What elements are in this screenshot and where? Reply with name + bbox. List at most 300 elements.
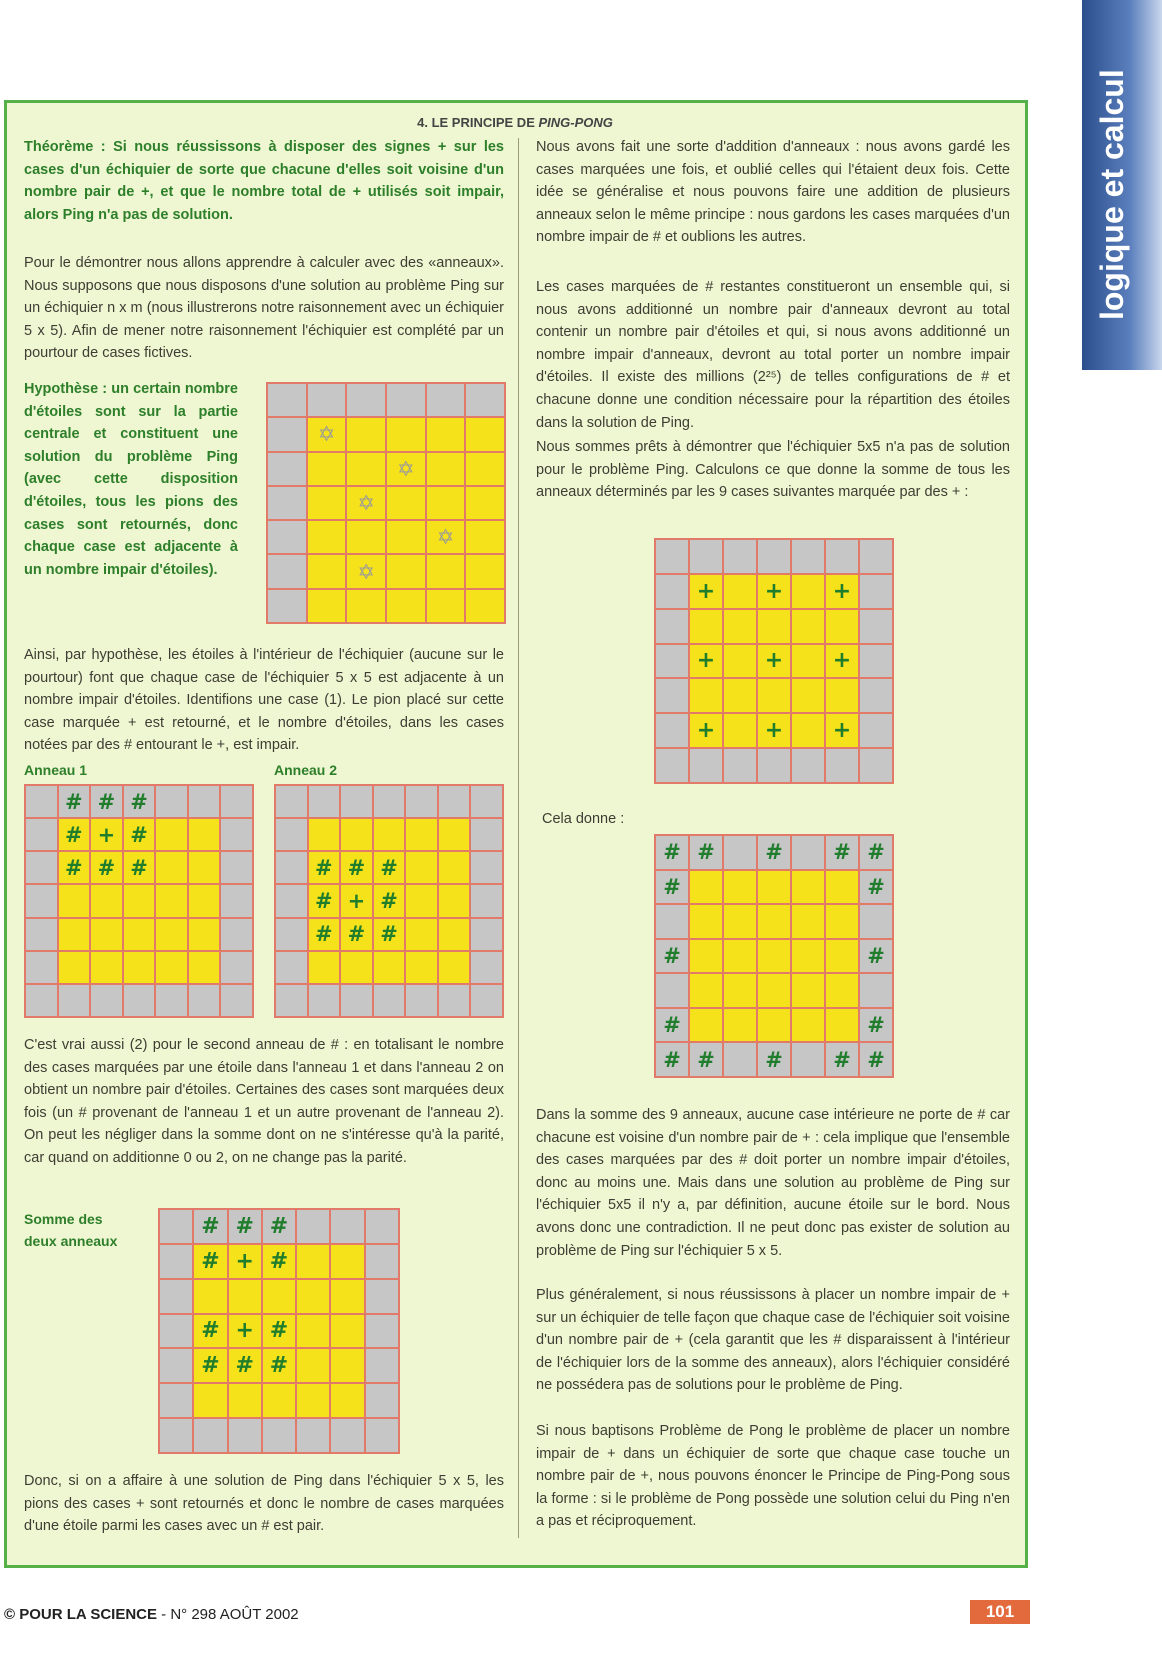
hash-mark: # (308, 884, 341, 917)
grid-cell (155, 785, 188, 818)
hash-mark: # (308, 851, 341, 884)
grid-cell (438, 851, 471, 884)
grid-cell (188, 884, 221, 917)
grid-cell (340, 951, 373, 984)
grid-cell (159, 1383, 193, 1418)
grid-cell (655, 539, 689, 574)
grid-cell (220, 884, 253, 917)
grid-cell (825, 748, 859, 783)
grid-cell (365, 1418, 399, 1453)
hash-mark: # (859, 835, 893, 870)
grid-cell (689, 539, 723, 574)
hypothesis-text: Hypothèse : un certain nombre d'étoiles sont sur la partie centrale et constituent une solution du problème Ping (avec cette disposition d'étoiles, tous les pions des cases sont retournés, donc chaque case est adjacente à un nombre impair d'étoiles). (24, 381, 238, 578)
grid-cell (340, 818, 373, 851)
plus-mark: + (757, 574, 791, 609)
grid-cell (689, 904, 723, 939)
grid-cell (723, 1042, 757, 1077)
grid-cell (365, 1209, 399, 1244)
grid-cell (791, 678, 825, 713)
grid-cell (757, 678, 791, 713)
grid-cell (655, 904, 689, 939)
grid-cell (275, 851, 308, 884)
grid-cell (228, 1418, 262, 1453)
hash-mark: # (58, 851, 91, 884)
grid-cell (825, 904, 859, 939)
plus-mark: + (825, 574, 859, 609)
plus-mark: + (689, 644, 723, 679)
grid-cell (228, 1279, 262, 1314)
grid-cell (689, 870, 723, 905)
grid-cell (188, 951, 221, 984)
grid-cell (296, 1418, 330, 1453)
grid-cell (307, 520, 347, 554)
grid-cell (723, 1008, 757, 1043)
hash-mark: # (859, 939, 893, 974)
grid-cell (791, 835, 825, 870)
grid-cell (723, 574, 757, 609)
grid-cell (465, 554, 505, 588)
somme-grid (158, 1208, 400, 1454)
grid-cell (723, 644, 757, 679)
grid-cell (689, 973, 723, 1008)
grid-cell (159, 1209, 193, 1244)
grid-cell (365, 1244, 399, 1279)
right-paragraph-6: Si nous baptisons Problème de Pong le problème de placer un nombre impair de + dans un échiquier de sorte que chaque case touche un nombre pair de +, nous pouvons énoncer le Principe de Ping-Pong sous la forme : si le problème de Pong possède une solution celui du Ping n'en a pas et réciproquement. (536, 1423, 1010, 1530)
grid-cell (405, 818, 438, 851)
grid-cell (859, 904, 893, 939)
hash-mark: # (825, 1042, 859, 1077)
grid-cell (25, 918, 58, 951)
grid-cell (220, 918, 253, 951)
hash-mark: # (825, 835, 859, 870)
grid-cell (723, 539, 757, 574)
grid-cell (757, 1008, 791, 1043)
grid-cell (188, 785, 221, 818)
grid-cell (825, 678, 859, 713)
grid-cell (386, 589, 426, 623)
grid-cell (25, 818, 58, 851)
grid-cell (365, 1348, 399, 1383)
hash-mark: # (193, 1348, 227, 1383)
grid-cell (386, 486, 426, 520)
grid-cell (791, 748, 825, 783)
grid-cell (296, 1279, 330, 1314)
grid-cell (791, 713, 825, 748)
hash-mark: # (193, 1244, 227, 1279)
grid-cell (267, 589, 307, 623)
plus-mark: + (228, 1314, 262, 1349)
hash-mark: # (308, 918, 341, 951)
grid-cell (296, 1348, 330, 1383)
grid-cell (330, 1348, 364, 1383)
grid-cell (90, 884, 123, 917)
grid-cell (307, 383, 347, 417)
grid-cell (465, 520, 505, 554)
grid-cell (346, 383, 386, 417)
grid-cell (689, 748, 723, 783)
grid-cell (723, 609, 757, 644)
grid-cell (723, 748, 757, 783)
grid-cell (405, 884, 438, 917)
hash-mark: # (757, 1042, 791, 1077)
grid-cell (386, 554, 426, 588)
grid-cell (689, 678, 723, 713)
grid-cell (296, 1244, 330, 1279)
grid-cell (159, 1244, 193, 1279)
grid-cell (267, 554, 307, 588)
grid-cell (438, 818, 471, 851)
grid-cell (426, 589, 466, 623)
hash-mark: # (655, 835, 689, 870)
grid-cell (470, 851, 503, 884)
grid-cell (465, 417, 505, 451)
grid-cell (791, 1008, 825, 1043)
grid-cell (58, 918, 91, 951)
grid-cell (220, 818, 253, 851)
grid-cell (791, 539, 825, 574)
right-paragraph-1: Nous avons fait une sorte d'addition d'anneaux : nous avons gardé les cases marquées une fois, et oublié celles qui l'étaient deux fois. Cette idée se généralise et nous pouvons faire une addition de plusieurs anneaux selon le même principe : nous gardons les cases marquées d'un nombre impair de # et oublions les autres. (536, 139, 1010, 246)
hash-mark: # (655, 939, 689, 974)
grid-cell (155, 851, 188, 884)
hash-mark: # (90, 785, 123, 818)
grid-cell (465, 486, 505, 520)
star-mark: ✡ (307, 417, 347, 451)
grid-cell (426, 383, 466, 417)
grid-cell (58, 884, 91, 917)
grid-cell (155, 951, 188, 984)
hash-mark: # (58, 818, 91, 851)
grid-cell (296, 1314, 330, 1349)
grid-cell (438, 918, 471, 951)
grid-cell (470, 951, 503, 984)
grid-cell (365, 1314, 399, 1349)
grid-cell (689, 1008, 723, 1043)
hash-mark: # (228, 1348, 262, 1383)
grid-cell (859, 609, 893, 644)
grid-cell (723, 939, 757, 974)
grid-cell (757, 748, 791, 783)
grid-cell (426, 486, 466, 520)
hash-mark: # (123, 785, 156, 818)
grid-cell (340, 984, 373, 1017)
grid-cell (267, 452, 307, 486)
grid-cell (386, 417, 426, 451)
grid-cell (655, 973, 689, 1008)
right-paragraph-2: Les cases marquées de # restantes constitueront un ensemble qui, si nous avons additionné un nombre pair d'anneaux devront au total contenir un nombre pair d'étoiles et qui, si nous avons additionné un nombre impair d'anneaux, devront au total porter un nombre impair d'étoiles. Il existe des millions (2²⁵) de telles configurations de # et chacune donne une condition nécessaire pour la répartition des étoiles dans la solution de Ping. (536, 279, 1010, 431)
grid-cell (791, 609, 825, 644)
grid-cell (386, 383, 426, 417)
grid-cell (405, 984, 438, 1017)
grid-cell (346, 520, 386, 554)
grid-cell (220, 951, 253, 984)
grid-cell (330, 1209, 364, 1244)
grid-cell (296, 1209, 330, 1244)
grid-cell (689, 939, 723, 974)
grid-cell (655, 644, 689, 679)
grid-cell (655, 713, 689, 748)
hash-mark: # (859, 1042, 893, 1077)
grid-cell (330, 1244, 364, 1279)
grid-cell (470, 785, 503, 818)
star-mark: ✡ (386, 452, 426, 486)
grid-cell (689, 609, 723, 644)
hash-mark: # (655, 1008, 689, 1043)
grid-cell (159, 1348, 193, 1383)
grid-cell (188, 818, 221, 851)
grid-cell (655, 748, 689, 783)
grid-cell (330, 1314, 364, 1349)
grid-cell (330, 1418, 364, 1453)
grid-cell (859, 973, 893, 1008)
hash-mark: # (689, 835, 723, 870)
grid-cell (330, 1279, 364, 1314)
grid-cell (655, 609, 689, 644)
grid-cell (438, 951, 471, 984)
right-paragraph-5: Plus généralement, si nous réussissons à placer un nombre impair de + sur un échiquier de telle façon que chaque case de l'échiquier soit voisine d'un nombre pair de + (cela garantit que les # disparaissent à l'intérieur de l'échiquier lors de la somme des anneaux), alors l'échiquier considéré ne possédera pas de solutions pour le problème de Ping. (536, 1287, 1010, 1394)
grid-cell (296, 1383, 330, 1418)
grid-cell (307, 554, 347, 588)
plus-mark: + (689, 574, 723, 609)
grid-cell (188, 984, 221, 1017)
grid-cell (405, 951, 438, 984)
grid-cell (859, 748, 893, 783)
grid-cell (825, 939, 859, 974)
hash-mark: # (373, 884, 406, 917)
hash-mark: # (262, 1244, 296, 1279)
hash-mark: # (340, 918, 373, 951)
grid-cell (346, 589, 386, 623)
grid-cell (267, 383, 307, 417)
grid-cell (58, 951, 91, 984)
grid-cell (859, 539, 893, 574)
section-title: 4. LE PRINCIPE DE PING-PONG (417, 115, 613, 130)
grid-cell (791, 644, 825, 679)
grid-cell (275, 785, 308, 818)
grid-cell (275, 984, 308, 1017)
plus-mark: + (757, 644, 791, 679)
grid-cell (438, 785, 471, 818)
theorem-text: Théorème : Si nous réussissons à disposer des signes + sur les cases d'un échiquier de sorte que chacune d'elles soit voisine d'un nombre pair de +, et que le nombre total de + utilisés soit impair, alors Ping n'a pas de solution. (24, 139, 504, 223)
grid-cell (438, 984, 471, 1017)
grid-cell (346, 417, 386, 451)
hash-mark: # (689, 1042, 723, 1077)
grid-cell (791, 574, 825, 609)
grid-cell (723, 713, 757, 748)
right-paragraph-3: Nous sommes prêts à démontrer que l'échiquier 5x5 n'a pas de solution pour le problème Ping. Calculons ce que donne la somme de tous les anneaux déterminés par les 9 cases suivantes marquée par des + : (536, 439, 1010, 501)
plus-mark: + (825, 713, 859, 748)
grid-cell (426, 417, 466, 451)
grid-cell (791, 904, 825, 939)
grid-cell (155, 918, 188, 951)
grid-cell (825, 973, 859, 1008)
grid-cell (757, 973, 791, 1008)
hash-mark: # (193, 1209, 227, 1244)
grid-cell (188, 851, 221, 884)
grid-cell (791, 939, 825, 974)
grid-cell (470, 984, 503, 1017)
grid-cell (373, 951, 406, 984)
hash-mark: # (123, 851, 156, 884)
grid-cell (267, 486, 307, 520)
grid-cell (373, 984, 406, 1017)
hash-mark: # (859, 870, 893, 905)
grid-cell (262, 1418, 296, 1453)
grid-cell (825, 870, 859, 905)
plus-mark: + (689, 713, 723, 748)
grid-cell (25, 951, 58, 984)
hash-mark: # (340, 851, 373, 884)
anneau2-grid (274, 784, 504, 1018)
hash-mark: # (228, 1209, 262, 1244)
right-paragraph-4: Dans la somme des 9 anneaux, aucune case intérieure ne porte de # car chacune est voisine d'un nombre pair de + : cela implique que l'ensemble des cases marquées par des # doit porter un nombre impair d'étoiles, donc au moins une. Mais dans une solution au problème de Ping sur l'échiquier 5x5 il n'y a, par définition, aucune étoile sur le bord. Nous avons donc une contradiction. Il ne peut donc pas exister de solution au problème de Ping sur l'échiquier 5 x 5. (536, 1107, 1010, 1259)
grid-cell (267, 417, 307, 451)
grid-cell (465, 589, 505, 623)
grid-cell (220, 851, 253, 884)
grid-cell (155, 884, 188, 917)
anneau1-grid (24, 784, 254, 1018)
grid-cell (307, 452, 347, 486)
nine-plus-grid (654, 538, 894, 784)
grid-cell (25, 851, 58, 884)
grid-cell (791, 973, 825, 1008)
grid-cell (465, 452, 505, 486)
grid-cell (193, 1418, 227, 1453)
grid-cell (723, 904, 757, 939)
grid-cell (275, 951, 308, 984)
star-mark: ✡ (426, 520, 466, 554)
grid-cell (723, 835, 757, 870)
grid-cell (859, 713, 893, 748)
grid-cell (723, 973, 757, 1008)
grid-cell (123, 918, 156, 951)
page-number: 101 (970, 1600, 1030, 1624)
grid-cell (723, 870, 757, 905)
grid-cell (275, 884, 308, 917)
grid-cell (791, 1042, 825, 1077)
hash-mark: # (757, 835, 791, 870)
grid-cell (757, 904, 791, 939)
grid-cell (262, 1279, 296, 1314)
grid-cell (123, 951, 156, 984)
star-mark: ✡ (346, 554, 386, 588)
hash-mark: # (655, 1042, 689, 1077)
grid-cell (655, 574, 689, 609)
grid-cell (330, 1383, 364, 1418)
grid-cell (405, 918, 438, 951)
grid-cell (220, 785, 253, 818)
hash-mark: # (859, 1008, 893, 1043)
grid-cell (159, 1418, 193, 1453)
grid-cell (308, 818, 341, 851)
grid-cell (757, 609, 791, 644)
grid-cell (757, 870, 791, 905)
grid-cell (123, 884, 156, 917)
grid-cell (307, 486, 347, 520)
grid-cell (275, 918, 308, 951)
grid-cell (346, 452, 386, 486)
anneau1-label: Anneau 1 (24, 762, 88, 778)
grid-cell (307, 589, 347, 623)
grid-cell (58, 984, 91, 1017)
left-paragraph-4: Donc, si on a affaire à une solution de Ping dans l'échiquier 5 x 5, les pions des cases + sont retournés et donc le nombre de cases marquées d'une étoile parmi les cases avec un # est pair. (24, 1473, 504, 1535)
result-grid (654, 834, 894, 1078)
hash-mark: # (262, 1209, 296, 1244)
hash-mark: # (655, 870, 689, 905)
grid-cell (308, 951, 341, 984)
grid-cell (159, 1314, 193, 1349)
grid-cell (188, 918, 221, 951)
column-divider (518, 138, 519, 1538)
left-paragraph-2: Ainsi, par hypothèse, les étoiles à l'intérieur de l'échiquier (aucune sur le pourtour) font que chaque case de l'échiquier 5 x 5 est adjacente à un nombre impair d'étoiles. Identifions une case (1). Le pion placé sur cette case marquée + est retourné, et le nombre d'étoiles, dans les cases notées par des # entourant le +, est impair. (24, 647, 504, 754)
grid-cell (470, 918, 503, 951)
hash-mark: # (193, 1314, 227, 1349)
plus-mark: + (340, 884, 373, 917)
grid-cell (757, 539, 791, 574)
grid-cell (859, 644, 893, 679)
plus-mark: + (757, 713, 791, 748)
left-paragraph-1: Pour le démontrer nous allons apprendre à calculer avec des «anneaux». Nous supposons que nous disposons d'une solution au problème Ping sur un échiquier n x m (nous illustrerons notre raisonnement avec un échiquier 5 x 5). Afin de mener notre raisonnement l'échiquier est complété par un pourtour de cases fictives. (24, 255, 504, 362)
grid-cell (25, 785, 58, 818)
cela-donne-label: Cela donne : (542, 811, 625, 827)
grid-cell (438, 884, 471, 917)
hash-mark: # (58, 785, 91, 818)
grid-cell (859, 574, 893, 609)
anneau2-label: Anneau 2 (274, 762, 338, 778)
grid-cell (267, 520, 307, 554)
grid-cell (386, 520, 426, 554)
grid-cell (825, 609, 859, 644)
grid-cell (470, 818, 503, 851)
grid-cell (825, 1008, 859, 1043)
grid-cell (123, 984, 156, 1017)
grid-cell (405, 851, 438, 884)
grid-cell (159, 1279, 193, 1314)
grid-cell (228, 1383, 262, 1418)
hash-mark: # (373, 851, 406, 884)
grid-cell (859, 678, 893, 713)
grid-cell (340, 785, 373, 818)
grid-cell (155, 984, 188, 1017)
grid-cell (757, 939, 791, 974)
star-mark: ✡ (346, 486, 386, 520)
hash-mark: # (123, 818, 156, 851)
grid-cell (655, 678, 689, 713)
footer-publication: © POUR LA SCIENCE - N° 298 AOÛT 2002 (4, 1606, 299, 1623)
hash-mark: # (262, 1348, 296, 1383)
grid-cell (365, 1279, 399, 1314)
grid-cell (220, 984, 253, 1017)
grid-cell (25, 884, 58, 917)
grid-cell (791, 870, 825, 905)
grid-cell (365, 1383, 399, 1418)
hash-mark: # (373, 918, 406, 951)
grid-cell (90, 918, 123, 951)
grid-cell (155, 818, 188, 851)
grid-cell (275, 818, 308, 851)
grid-cell (373, 785, 406, 818)
grid-cell (465, 383, 505, 417)
grid-cell (723, 678, 757, 713)
plus-mark: + (228, 1244, 262, 1279)
grid-cell (308, 785, 341, 818)
plus-mark: + (90, 818, 123, 851)
somme-label: Somme des deux anneaux (24, 1211, 118, 1249)
grid-cell (373, 818, 406, 851)
grid-cell (193, 1383, 227, 1418)
hash-mark: # (262, 1314, 296, 1349)
grid-cell (405, 785, 438, 818)
grid-cell (470, 884, 503, 917)
